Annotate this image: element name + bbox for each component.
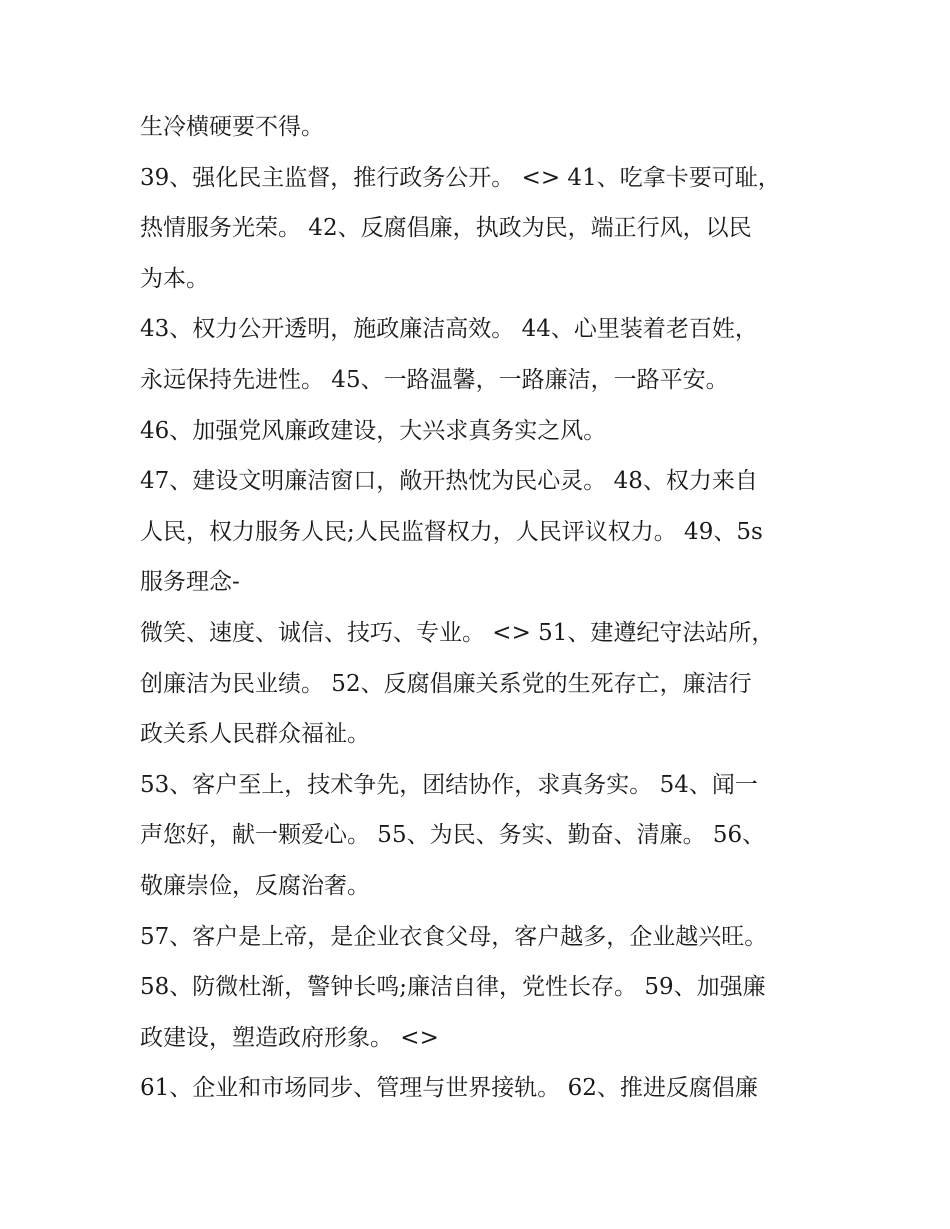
text-line: 永远保持先进性。 45、一路温馨，一路廉洁，一路平安。: [140, 366, 729, 393]
document-body: [140, 102, 820, 1114]
text-line: 58、防微杜渐，警钟长鸣;廉洁自律，党性长存。 59、加强廉: [140, 974, 766, 1001]
text-line: 声您好，献一颗爱心。 55、为民、务实、勤奋、清廉。 56、: [140, 822, 766, 849]
text-line: 47、建设文明廉洁窗口，敞开热忱为民心灵。 48、权力来自: [140, 468, 758, 495]
text-line: 生冷横硬要不得。: [140, 114, 324, 140]
text-line: 微笑、速度、诚信、技巧、专业。 <> 51、建遵纪守法站所，: [140, 619, 775, 646]
text-line: 敬廉崇俭，反腐治奢。: [140, 872, 370, 899]
text-line: 人民，权力服务人民;人民监督权力，人民评议权力。 49、5s: [140, 518, 763, 545]
text-line: 热情服务光荣。 42、反腐倡廉，执政为民，端正行风，以民: [140, 215, 752, 242]
text-line: 创廉洁为民业绩。 52、反腐倡廉关系党的生死存亡，廉洁行: [140, 670, 752, 697]
text-line: 39、强化民主监督，推行政务公开。 <> 41、吃拿卡要可耻，: [140, 164, 781, 191]
text-line: 为本。: [140, 265, 209, 292]
text-line: 政建设，塑造政府形象。 <>: [140, 1024, 439, 1051]
text-line: 46、加强党风廉政建设，大兴求真务实之风。: [140, 417, 607, 444]
text-line: 服务理念-: [140, 569, 240, 596]
text-line: 43、权力公开透明，施政廉洁高效。 44、心里装着老百姓，: [140, 316, 758, 343]
text-line: 53、客户至上，技术争先，团结协作，求真务实。 54、闻一: [140, 771, 758, 798]
text-line: 政关系人民群众福祉。: [140, 721, 370, 748]
text-line: 57、客户是上帝，是企业衣食父母，客户越多，企业越兴旺。: [140, 923, 768, 950]
text-line: 61、企业和市场同步、管理与世界接轨。 62、推进反腐倡廉: [140, 1075, 758, 1102]
